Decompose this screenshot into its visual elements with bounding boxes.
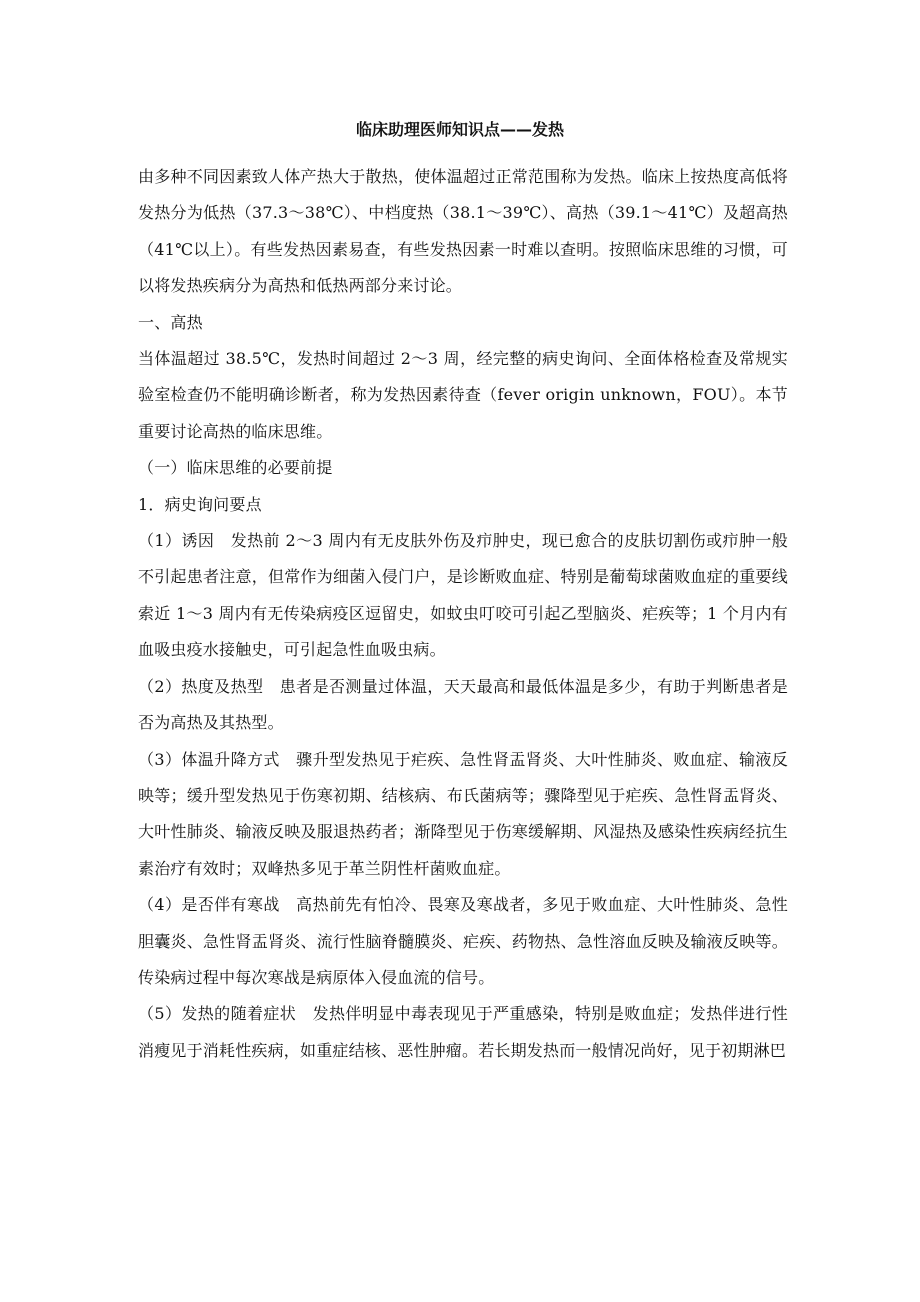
paragraph-accompanying-symptoms: （5）发热的随着症状 发热伴明显中毒表现见于严重感染，特别是败血症；发热伴进行性消瘦见于消耗性疾病，如重症结核、恶性肿瘤。若长期发热而一般情况尚好，见于初期淋巴 — [138, 1004, 788, 1060]
paragraph-chills: （4）是否伴有寒战 高热前先有怕冷、畏寒及寒战者，多见于败血症、大叶性肺炎、急性胆囊炎、急性肾盂肾炎、流行性脑脊髓膜炎、疟疾、药物热、急性溶血反映及输液反映等。传染病过程中每次寒战是病原体入侵血流的信号。 — [138, 895, 788, 987]
paragraph-fever-type: （2）热度及热型 患者是否测量过体温，天天最高和最低体温是多少，有助于判断患者是否为高热及其热型。 — [138, 676, 788, 733]
document-body — [138, 159, 788, 1069]
paragraph-cause: （1）诱因 发热前 2～3 周内有无皮肤外伤及疖肿史，现已愈合的皮肤切割伤或疖肿一般不引起患者注意，但常作为细菌入侵门户，是诊断败血症、特别是葡萄球菌败血症的重要线索近 1～3 周内有无传染病疫区逗留史，如蚊虫叮咬可引起乙型脑炎、疟疾等；1 个月内有血吸虫疫水接触史，可引起急性血吸虫病。 — [138, 531, 788, 660]
paragraph-high-fever-definition: 当体温超过 38.5℃，发热时间超过 2～3 周，经完整的病史询问、全面体格检查及常规实验室检查仍不能明确诊断者，称为发热因素待查（fever origin unknown，FOU）。本节重要讨论高热的临床思维。 — [138, 349, 788, 441]
item-heading-history-taking: 1．病史询问要点 — [138, 494, 262, 514]
paragraph-temperature-pattern: （3）体温升降方式 骤升型发热见于疟疾、急性肾盂肾炎、大叶性肺炎、败血症、输液反映等；缓升型发热见于伤寒初期、结核病、布氏菌病等；骤降型见于疟疾、急性肾盂肾炎、大叶性肺炎、输液反映及服退热药者；渐降型见于伤寒缓解期、风湿热及感染性疾病经抗生素治疗有效时；双峰热多见于革兰阴性杆菌败血症。 — [138, 749, 788, 878]
section-heading-high-fever: 一、高热 — [138, 312, 203, 332]
document-title: 临床助理医师知识点——发热 — [355, 120, 564, 139]
paragraph-intro: 由多种不同因素致人体产热大于散热，使体温超过正常范围称为发热。临床上按热度高低将发热分为低热（37.3～38℃）、中档度热（38.1～39℃）、高热（39.1～41℃）及超高热（41℃以上）。有些发热因素易查，有些发热因素一时难以查明。按照临床思维的习惯，可以将发热疾病分为高热和低热两部分来讨论。 — [138, 167, 788, 296]
subsection-heading-prerequisites: （一）临床思维的必要前提 — [138, 458, 333, 478]
